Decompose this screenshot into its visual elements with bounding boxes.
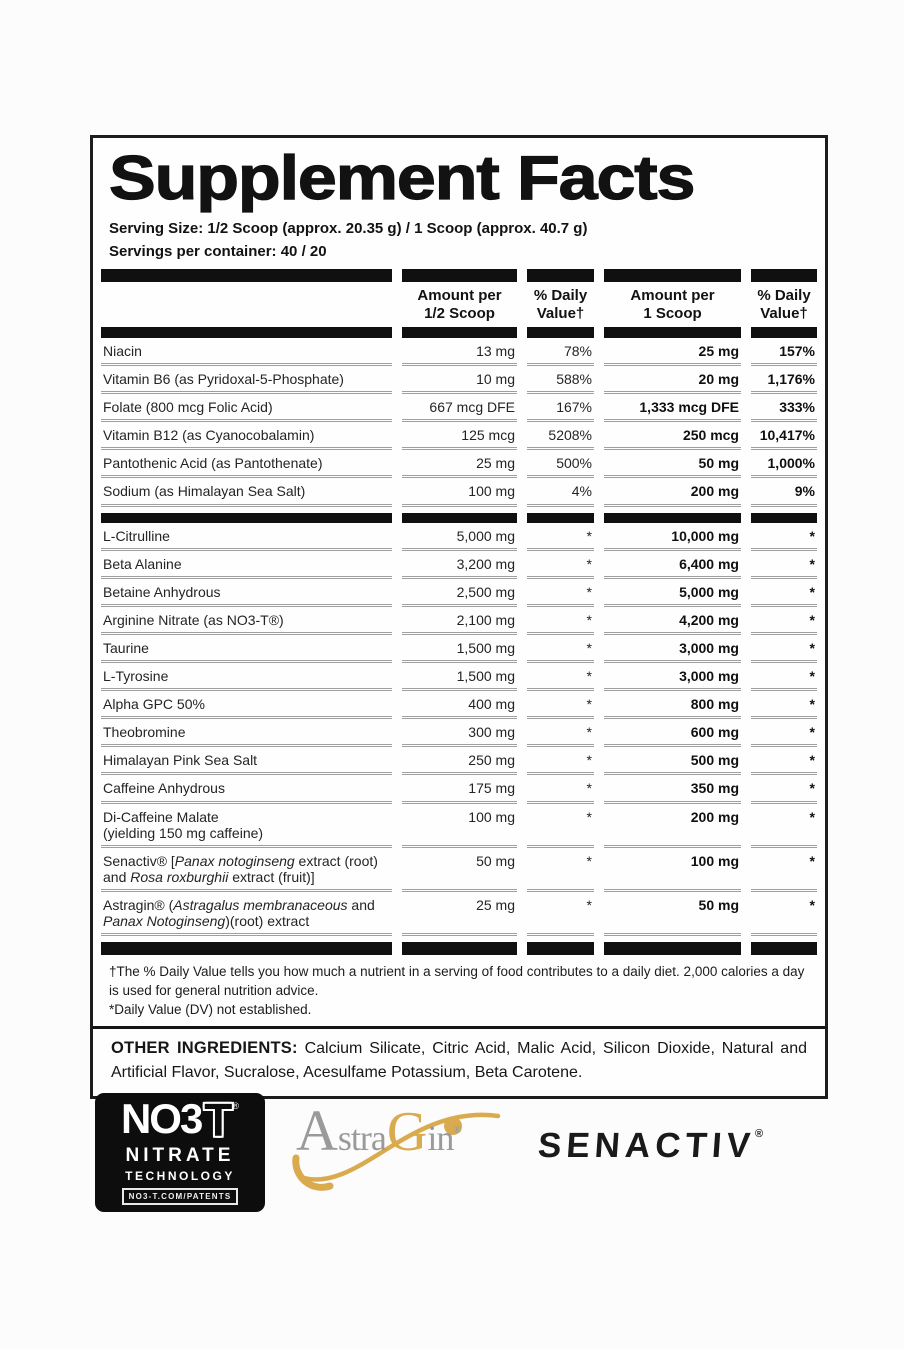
dv-half-scoop: * (527, 848, 594, 892)
table-row (101, 892, 817, 936)
dv-half-scoop: 4% (527, 478, 594, 506)
dv-half-scoop: * (527, 691, 594, 719)
amount-half-scoop: 667 mcg DFE (402, 394, 517, 422)
section-bar (751, 327, 817, 338)
section-bar-row (101, 513, 817, 523)
daily-value-footnote: †The % Daily Value tells you how much a nutrient in a serving of food contributes to a daily diet. 2,000 calories a day is used for general nutrition advice. (109, 964, 805, 998)
dv-one-scoop: 1,000% (751, 450, 817, 478)
amount-one-scoop: 1,333 mcg DFE (604, 394, 741, 422)
amount-one-scoop: 600 mg (604, 719, 741, 747)
section-bar (101, 269, 392, 282)
table-row (101, 551, 817, 579)
astragin-letter-g: G (386, 1101, 428, 1163)
dv-half-scoop: * (527, 607, 594, 635)
amount-one-scoop: 250 mcg (604, 422, 741, 450)
dv-half-scoop: * (527, 719, 594, 747)
no3t-nitrate-text: NITRATE (125, 1144, 235, 1166)
amount-one-scoop: 500 mg (604, 747, 741, 775)
section-bar (527, 327, 594, 338)
amount-half-scoop: 1,500 mg (402, 635, 517, 663)
table-header-row (101, 282, 817, 327)
amount-one-scoop: 200 mg (604, 804, 741, 848)
ingredient-name: Taurine (101, 635, 392, 663)
section-bar (402, 327, 517, 338)
ingredient-name: Alpha GPC 50% (101, 691, 392, 719)
dv-one-scoop: * (751, 892, 817, 936)
amount-one-scoop: 25 mg (604, 338, 741, 366)
section-bar (402, 513, 517, 523)
dv-half-scoop: 588% (527, 366, 594, 394)
supplement-facts-panel (90, 135, 828, 1099)
footnotes (109, 963, 809, 1020)
other-ingredients-section (93, 1026, 825, 1096)
amount-one-scoop: 20 mg (604, 366, 741, 394)
table-row (101, 394, 817, 422)
serving-size-line: Serving Size: 1/2 Scoop (approx. 20.35 g) / 1 Scoop (approx. 40.7 g) (109, 220, 588, 237)
no3t-logo-text: NO3 (120, 1095, 202, 1143)
header-empty-cell (101, 318, 392, 327)
dv-half-scoop: 500% (527, 450, 594, 478)
dv-half-scoop: 167% (527, 394, 594, 422)
amount-half-scoop: 300 mg (402, 719, 517, 747)
dv-one-scoop: 9% (751, 478, 817, 506)
amount-one-scoop: 6,400 mg (604, 551, 741, 579)
section-bar (604, 327, 741, 338)
table-row (101, 691, 817, 719)
dv-one-scoop: 157% (751, 338, 817, 366)
amount-half-scoop: 3,200 mg (402, 551, 517, 579)
section-bar-row (101, 942, 817, 955)
dv-half-scoop: 5208% (527, 422, 594, 450)
amount-one-scoop: 3,000 mg (604, 635, 741, 663)
ingredient-name: L-Tyrosine (101, 663, 392, 691)
table-row (101, 804, 817, 848)
amount-half-scoop: 175 mg (402, 775, 517, 803)
section-bar (402, 942, 517, 955)
serving-info (101, 218, 817, 263)
ingredient-name: Caffeine Anhydrous (101, 775, 392, 803)
section-bar (101, 942, 392, 955)
table-row (101, 366, 817, 394)
table-row (101, 422, 817, 450)
dv-one-scoop: * (751, 663, 817, 691)
amount-one-scoop: 4,200 mg (604, 607, 741, 635)
table-row (101, 478, 817, 506)
amount-half-scoop: 100 mg (402, 804, 517, 848)
amount-one-scoop: 3,000 mg (604, 663, 741, 691)
ingredient-name: Senactiv® [Panax notoginseng extract (root) and Rosa roxburghii extract (fruit)] (101, 848, 392, 892)
dv-one-scoop: * (751, 848, 817, 892)
amount-one-scoop: 50 mg (604, 450, 741, 478)
table-row (101, 338, 817, 366)
amount-half-scoop: 400 mg (402, 691, 517, 719)
dv-one-scoop: * (751, 804, 817, 848)
amount-half-scoop: 100 mg (402, 478, 517, 506)
section-bar (101, 513, 392, 523)
section-bar (527, 269, 594, 282)
registered-mark-icon: ® (754, 1128, 764, 1140)
section-bar (751, 269, 817, 282)
dv-half-scoop: * (527, 747, 594, 775)
dv-half-scoop: * (527, 892, 594, 936)
dv-one-scoop: * (751, 551, 817, 579)
ingredient-name: Pantothenic Acid (as Pantothenate) (101, 450, 392, 478)
amount-half-scoop: 125 mcg (402, 422, 517, 450)
dv-one-scoop: * (751, 635, 817, 663)
dv-half-scoop: 78% (527, 338, 594, 366)
dv-one-scoop: * (751, 719, 817, 747)
header-dv-half-scoop: % Daily Value† (533, 287, 588, 322)
amount-half-scoop: 2,500 mg (402, 579, 517, 607)
dv-one-scoop: 1,176% (751, 366, 817, 394)
dv-one-scoop: * (751, 579, 817, 607)
table-row (101, 848, 817, 892)
no3t-patents-text: NO3-T.COM/PATENTS (122, 1188, 239, 1205)
astragin-text-stra: stra (337, 1118, 386, 1158)
registered-mark-icon: ® (232, 1101, 240, 1112)
dv-one-scoop: * (751, 747, 817, 775)
amount-one-scoop: 100 mg (604, 848, 741, 892)
dv-half-scoop: * (527, 551, 594, 579)
astragin-text-in: in (427, 1118, 454, 1158)
ingredient-name: Di-Caffeine Malate (yielding 150 mg caffeine) (101, 804, 392, 848)
amount-one-scoop: 200 mg (604, 478, 741, 506)
no3t-logo-t: T (204, 1094, 233, 1147)
ingredient-name: Theobromine (101, 719, 392, 747)
other-ingredients-label: OTHER INGREDIENTS: (111, 1038, 298, 1057)
ingredient-name: Niacin (101, 338, 392, 366)
dv-half-scoop: * (527, 663, 594, 691)
dv-one-scoop: * (751, 775, 817, 803)
table-row (101, 719, 817, 747)
dv-half-scoop: * (527, 523, 594, 551)
table-row (101, 450, 817, 478)
section-bar-row (101, 327, 817, 338)
amount-half-scoop: 250 mg (402, 747, 517, 775)
dv-one-scoop: * (751, 691, 817, 719)
section-bar (751, 942, 817, 955)
dv-not-established-footnote: *Daily Value (DV) not established. (109, 1001, 312, 1017)
table-row (101, 635, 817, 663)
amount-half-scoop: 10 mg (402, 366, 517, 394)
dv-one-scoop: * (751, 523, 817, 551)
no3t-nitrate-technology-logo (95, 1093, 265, 1212)
ingredient-name: Arginine Nitrate (as NO3-T®) (101, 607, 392, 635)
dv-half-scoop: * (527, 775, 594, 803)
dv-half-scoop: * (527, 804, 594, 848)
astragin-logo (290, 1096, 505, 1196)
section-bar-row (101, 269, 817, 282)
amount-half-scoop: 2,100 mg (402, 607, 517, 635)
section-bar (402, 269, 517, 282)
dv-half-scoop: * (527, 635, 594, 663)
table-row (101, 663, 817, 691)
dv-half-scoop: * (527, 579, 594, 607)
section-bar (751, 513, 817, 523)
ingredient-name: Betaine Anhydrous (101, 579, 392, 607)
header-dv-one-scoop: % Daily Value† (757, 287, 811, 322)
amount-one-scoop: 350 mg (604, 775, 741, 803)
other-ingredients-text: Calcium Silicate, Citric Acid, Malic Acid, Silicon Dioxide, Natural and Artificial Flavor, Sucralose, Acesulfame Potassium, Beta Carotene. (111, 1039, 807, 1081)
astragin-letter-a: A (296, 1098, 338, 1163)
section-bar (604, 942, 741, 955)
dv-one-scoop: 10,417% (751, 422, 817, 450)
ingredient-name: Beta Alanine (101, 551, 392, 579)
table-row (101, 607, 817, 635)
panel-title: Supplement Facts (109, 144, 695, 213)
ingredient-name: Astragin® (Astragalus membranaceous and Panax Notoginseng)(root) extract (101, 892, 392, 936)
ingredient-name: Himalayan Pink Sea Salt (101, 747, 392, 775)
ingredient-name: L-Citrulline (101, 523, 392, 551)
ingredient-name: Folate (800 mcg Folic Acid) (101, 394, 392, 422)
senactiv-logo-text: SENACTIV (536, 1126, 757, 1165)
header-amount-one-scoop: Amount per 1 Scoop (630, 287, 715, 322)
table-row (101, 523, 817, 551)
table-row (101, 747, 817, 775)
amount-half-scoop: 1,500 mg (402, 663, 517, 691)
servings-per-container-line: Servings per container: 40 / 20 (109, 242, 327, 260)
senactiv-logo (538, 1126, 763, 1166)
no3t-technology-text: TECHNOLOGY (125, 1168, 235, 1183)
section-bar (604, 513, 741, 523)
amount-half-scoop: 25 mg (402, 892, 517, 936)
amount-one-scoop: 10,000 mg (604, 523, 741, 551)
amount-half-scoop: 50 mg (402, 848, 517, 892)
ingredient-name: Sodium (as Himalayan Sea Salt) (101, 478, 392, 506)
ingredient-name: Vitamin B6 (as Pyridoxal-5-Phosphate) (101, 366, 392, 394)
section-bar (527, 942, 594, 955)
section-bar (101, 327, 392, 338)
dv-one-scoop: * (751, 607, 817, 635)
amount-one-scoop: 5,000 mg (604, 579, 741, 607)
table-row (101, 775, 817, 803)
amount-half-scoop: 5,000 mg (402, 523, 517, 551)
section-bar (527, 513, 594, 523)
section-bar (604, 269, 741, 282)
amount-half-scoop: 13 mg (402, 338, 517, 366)
amount-half-scoop: 25 mg (402, 450, 517, 478)
amount-one-scoop: 800 mg (604, 691, 741, 719)
amount-one-scoop: 50 mg (604, 892, 741, 936)
table-row (101, 579, 817, 607)
registered-mark-icon: ® (453, 1124, 462, 1136)
ingredient-name: Vitamin B12 (as Cyanocobalamin) (101, 422, 392, 450)
header-amount-half-scoop: Amount per 1/2 Scoop (417, 287, 502, 322)
dv-one-scoop: 333% (751, 394, 817, 422)
